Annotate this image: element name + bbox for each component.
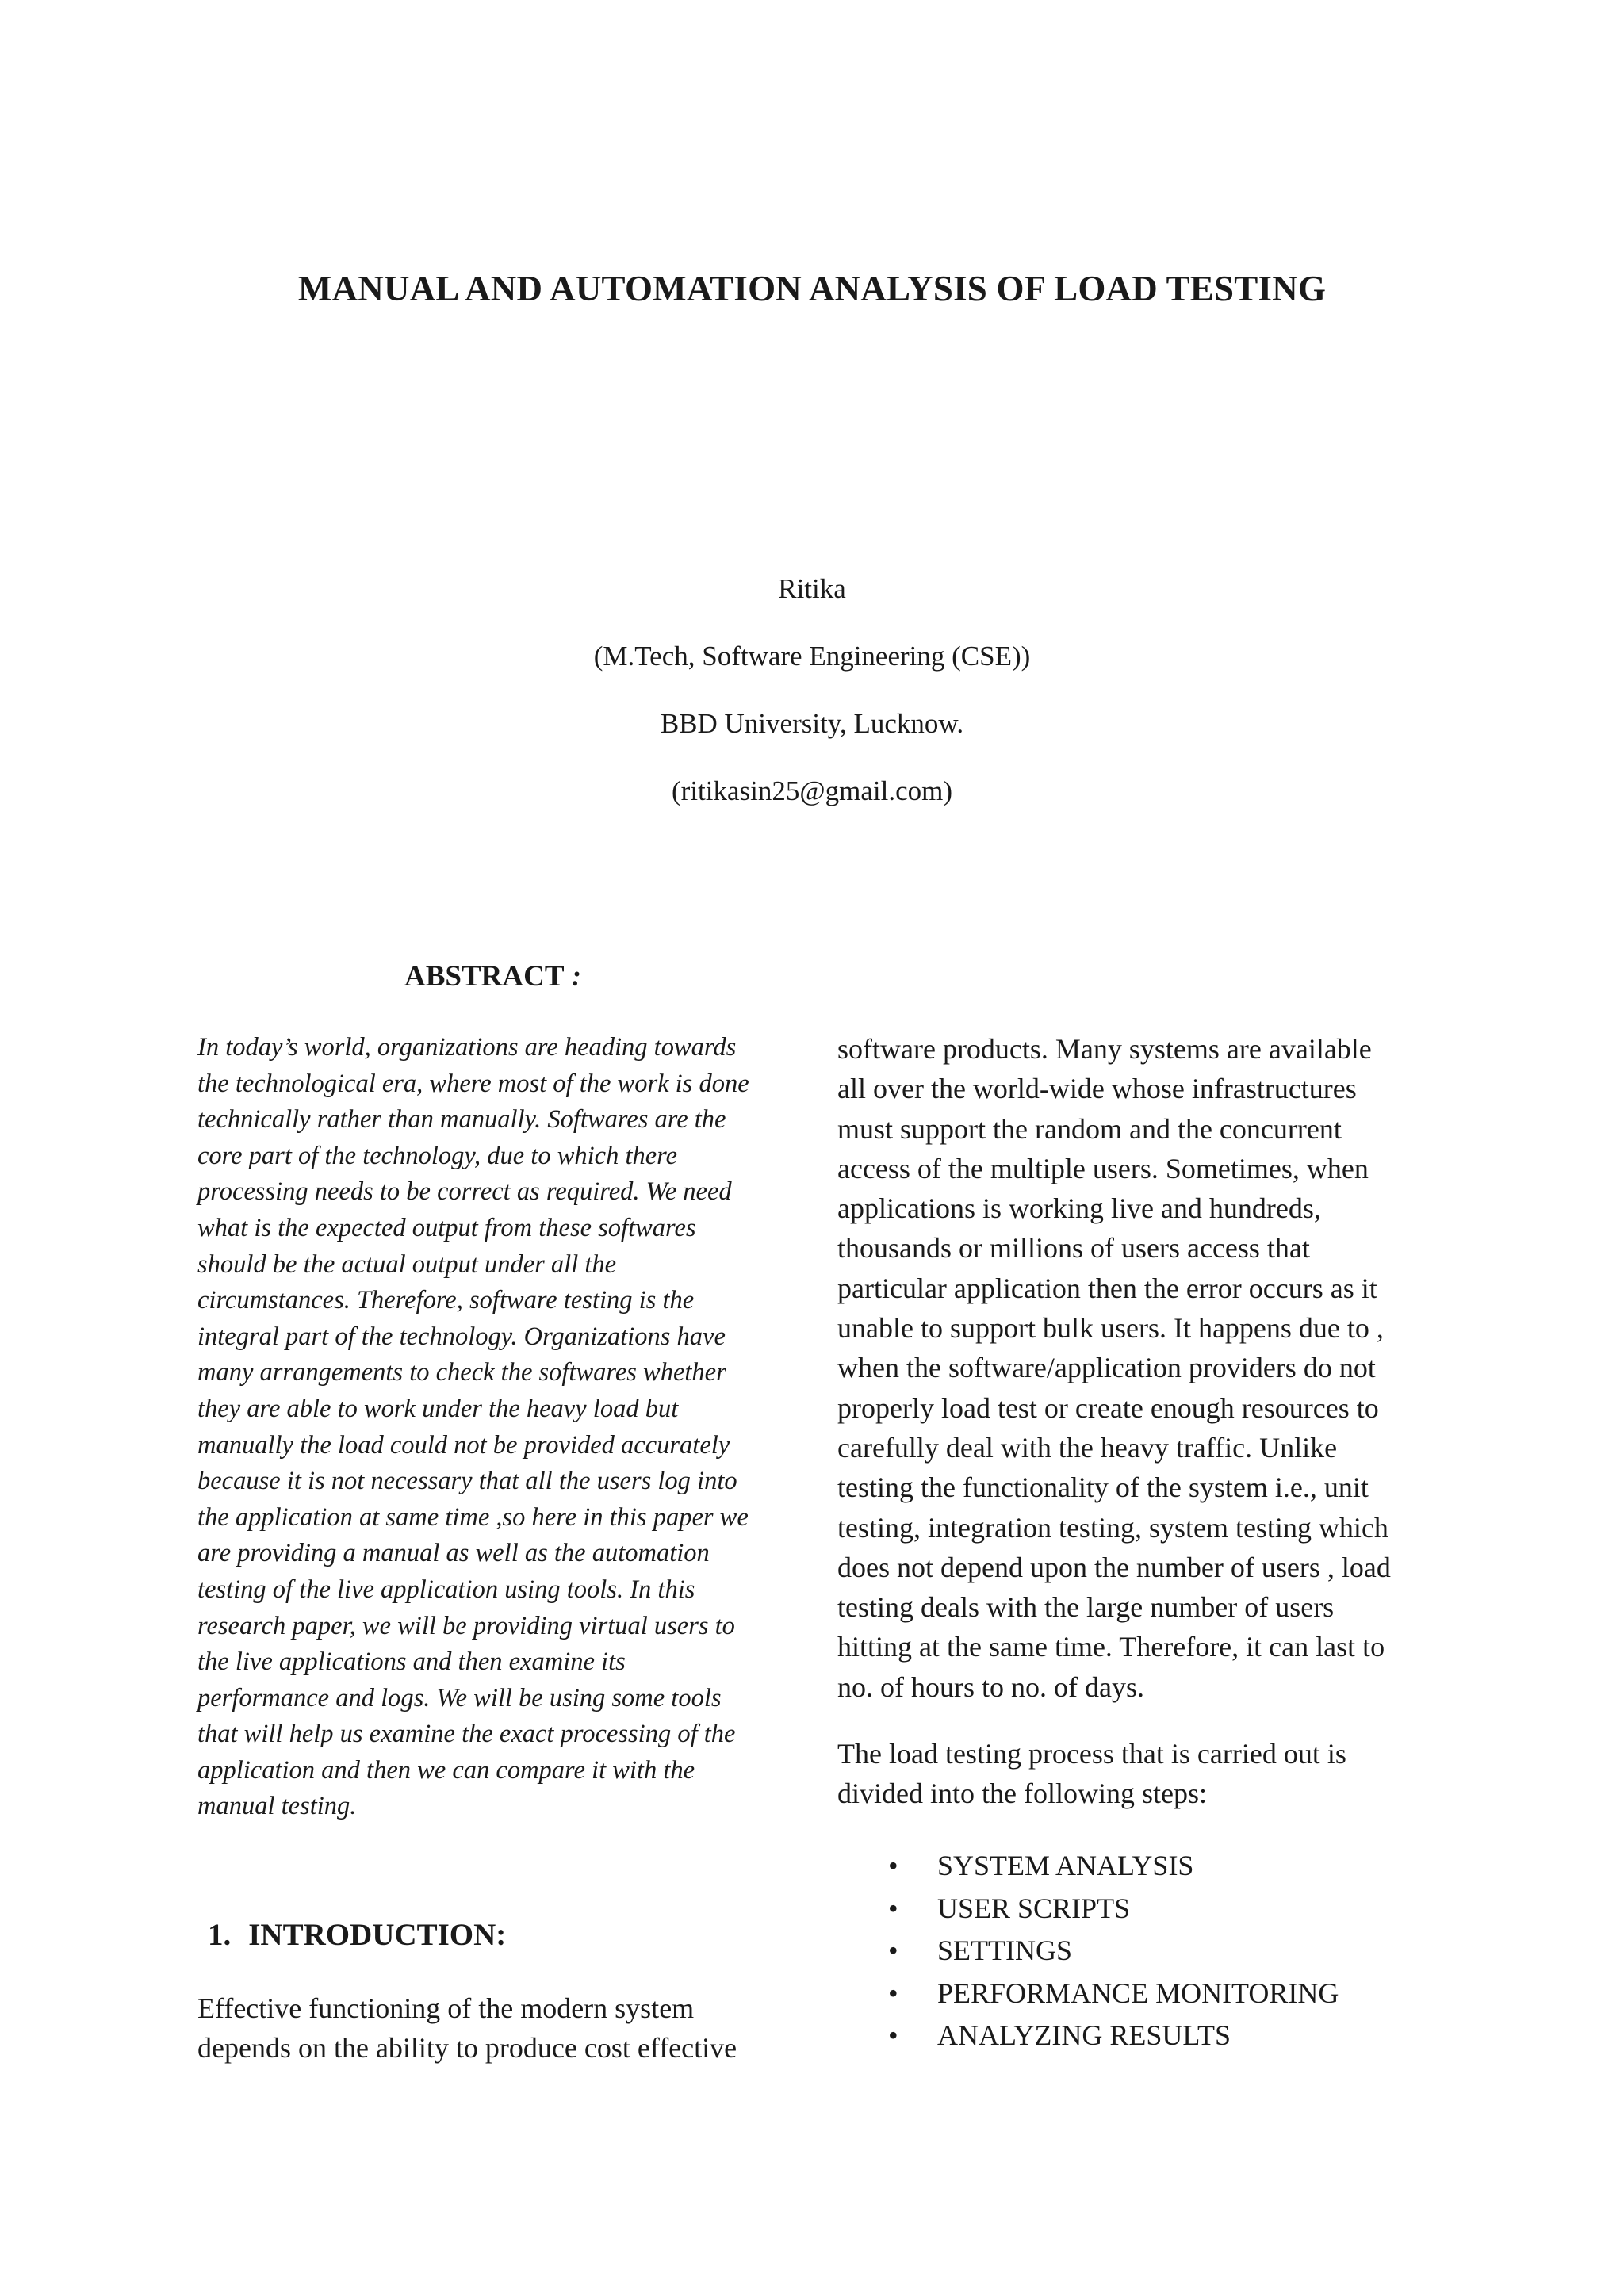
load-testing-steps-list <box>882 1845 1339 2057</box>
body-paragraph-2 <box>837 1734 1440 1814</box>
paragraph-line: thousands or millions of users access that <box>837 1232 1310 1265</box>
step-label: USER SCRIPTS <box>937 1892 1131 1924</box>
step-label: ANALYZING RESULTS <box>937 2019 1231 2051</box>
bullet-icon: • <box>888 1850 898 1881</box>
paragraph-line: all over the world-wide whose infrastructures <box>837 1073 1357 1105</box>
step-list-item <box>882 1888 1339 1931</box>
author-name: Ritika <box>778 573 846 604</box>
step-list-item <box>882 1930 1339 1973</box>
author-affiliation: BBD University, Lucknow. <box>660 708 964 739</box>
abstract-line: technically rather than manually. Softwares are the <box>197 1105 726 1135</box>
abstract-line: many arrangements to check the softwares whether <box>197 1358 726 1387</box>
body-paragraph-1 <box>837 1029 1440 1707</box>
paragraph-line: testing deals with the large number of users <box>837 1591 1335 1624</box>
paragraph-line: hitting at the same time. Therefore, it can last to <box>837 1631 1385 1663</box>
step-list-item <box>882 2015 1339 2057</box>
paragraph-line: software products. Many systems are available <box>837 1033 1372 1065</box>
paragraph-line: The load testing process that is carried out is <box>837 1738 1346 1770</box>
bullet-icon: • <box>888 1892 898 1924</box>
paragraph-line: does not depend upon the number of users , load <box>837 1551 1391 1583</box>
abstract-line: processing needs to be correct as required. We need <box>197 1177 732 1207</box>
abstract-line: they are able to work under the heavy load but <box>197 1394 679 1423</box>
introduction-text <box>197 1988 800 2068</box>
abstract-heading-colon: : <box>564 960 582 993</box>
abstract-line: integral part of the technology. Organizations have <box>197 1322 726 1351</box>
bullet-icon: • <box>888 1934 898 1966</box>
step-list-item <box>882 1845 1339 1888</box>
paragraph-line: particular application then the error occurs as it <box>837 1272 1377 1304</box>
section-heading-introduction <box>208 1917 506 1953</box>
paragraph-line: testing, integration testing, system testing which <box>837 1511 1388 1544</box>
paragraph-line: unable to support bulk users. It happens due to , <box>837 1312 1384 1345</box>
step-list-item <box>882 1973 1339 2015</box>
section-title: INTRODUCTION: <box>248 1918 507 1952</box>
abstract-line: research paper, we will be providing virtual users to <box>197 1611 735 1640</box>
abstract-line: manually the load could not be provided accurately <box>197 1430 730 1460</box>
abstract-line: that will help us examine the exact processing of the <box>197 1720 736 1749</box>
author-block <box>0 555 1624 825</box>
paragraph-line: properly load test or create enough resources to <box>837 1391 1379 1424</box>
paragraph-line: when the software/application providers do not <box>837 1352 1376 1384</box>
abstract-text <box>197 1030 800 1825</box>
author-degree: (M.Tech, Software Engineering (CSE)) <box>593 641 1031 672</box>
abstract-line: should be the actual output under all the <box>197 1249 617 1279</box>
abstract-line: the technological era, where most of the work is done <box>197 1069 749 1098</box>
paragraph-line: testing the functionality of the system i.e., unit <box>837 1471 1369 1504</box>
abstract-line: the application at same time ,so here in this paper we <box>197 1502 749 1532</box>
paragraph-line: must support the random and the concurrent <box>837 1112 1342 1145</box>
paper-title: MANUAL AND AUTOMATION ANALYSIS OF LOAD TESTING <box>297 269 1327 308</box>
bullet-icon: • <box>888 1976 898 2009</box>
step-label: SYSTEM ANALYSIS <box>937 1850 1194 1881</box>
abstract-line: In today’s world, organizations are heading towards <box>197 1033 737 1062</box>
paragraph-line: applications is working live and hundreds, <box>837 1192 1321 1225</box>
step-label: SETTINGS <box>937 1934 1072 1966</box>
abstract-line: what is the expected output from these softwares <box>197 1213 696 1242</box>
abstract-line: manual testing. <box>197 1792 357 1821</box>
abstract-line: because it is not necessary that all the users log into <box>197 1467 737 1496</box>
introduction-line: depends on the ability to produce cost effective <box>197 2032 737 2064</box>
abstract-line: the live applications and then examine its <box>197 1647 626 1677</box>
abstract-heading-text: ABSTRACT <box>404 960 565 993</box>
section-number: 1. <box>208 1918 232 1952</box>
abstract-line: core part of the technology, due to which there <box>197 1141 678 1170</box>
abstract-line: performance and logs. We will be using some tools <box>197 1683 722 1712</box>
step-label: PERFORMANCE MONITORING <box>937 1976 1339 2009</box>
abstract-heading <box>404 959 581 993</box>
introduction-line: Effective functioning of the modern system <box>197 1992 695 2024</box>
right-column <box>837 1029 1440 1814</box>
author-email: (ritikasin25@gmail.com) <box>672 775 952 806</box>
abstract-line: testing of the live application using tools. In this <box>197 1575 695 1604</box>
paragraph-line: divided into the following steps: <box>837 1777 1207 1810</box>
paragraph-line: no. of hours to no. of days. <box>837 1670 1144 1703</box>
abstract-line: are providing a manual as well as the automation <box>197 1539 710 1568</box>
bullet-icon: • <box>888 2019 898 2051</box>
abstract-line: circumstances. Therefore, software testing is the <box>197 1286 695 1315</box>
paragraph-line: access of the multiple users. Sometimes, when <box>837 1152 1369 1184</box>
abstract-line: application and then we can compare it with the <box>197 1755 695 1785</box>
paragraph-line: carefully deal with the heavy traffic. Unlike <box>837 1431 1338 1464</box>
